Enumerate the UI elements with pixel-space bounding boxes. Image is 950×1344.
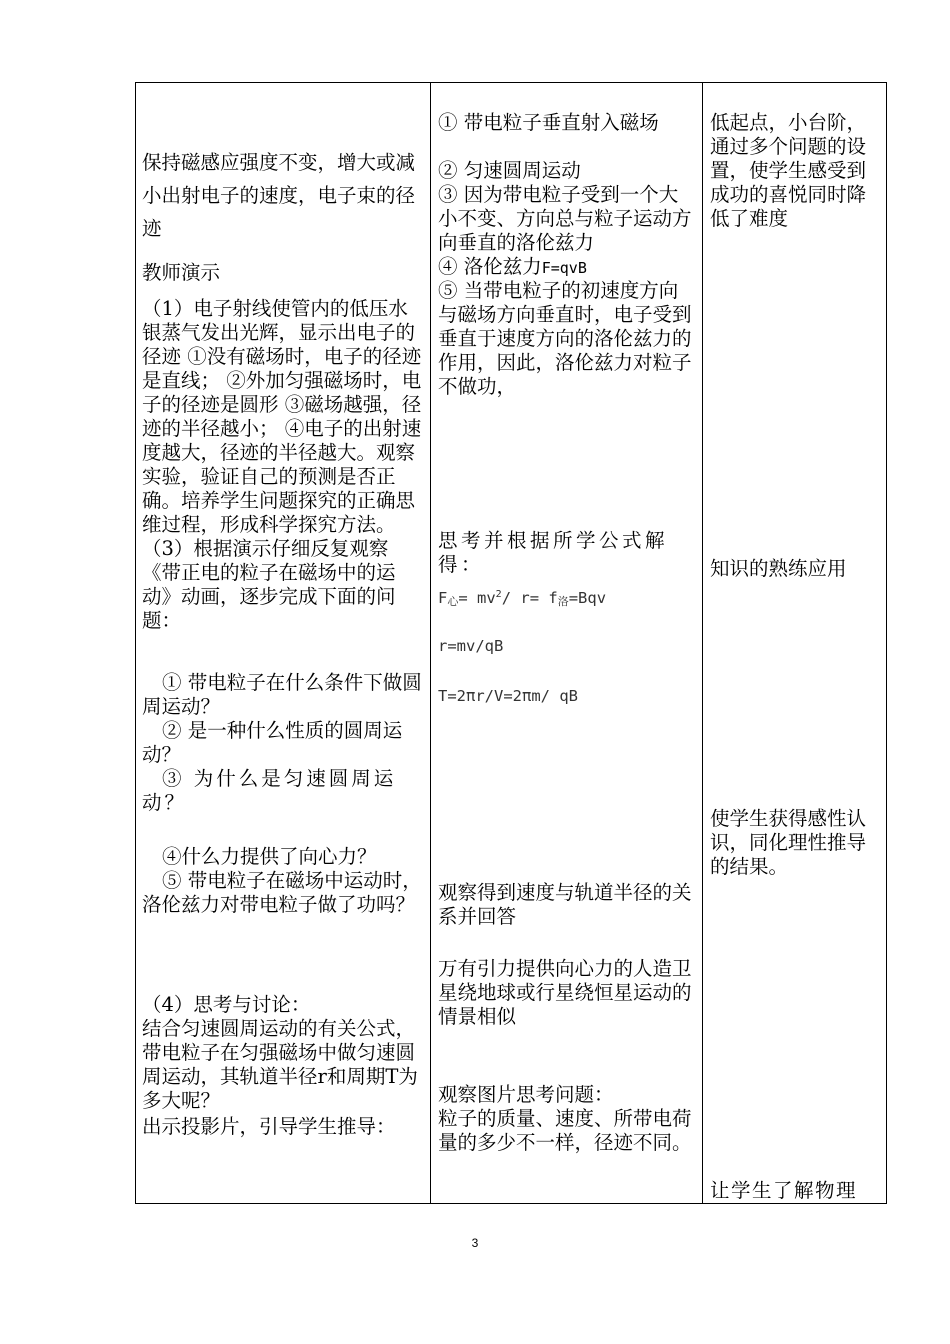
question-1: ① 带电粒子在什么条件下做圆周运动？	[142, 671, 422, 718]
answer-2: ② 匀速圆周运动	[438, 159, 581, 182]
answer-4	[438, 255, 696, 280]
discussion-body: 结合匀速圆周运动的有关公式，带电粒子在匀强磁场中做匀速圆周运动，其轨道半径r和周期T为多大呢？	[142, 1017, 418, 1112]
remark-4: 让学生了解物理	[710, 1179, 858, 1202]
formula-sup: 2	[495, 589, 502, 600]
remark-2: 知识的熟练应用	[710, 557, 847, 580]
teacher-activity-cell	[142, 83, 424, 1203]
column-divider	[702, 83, 703, 1203]
answer-4-formula: F=qvB	[541, 259, 587, 277]
intro-text: 保持磁感应强度不变，增大或减小出射电子的速度，电子束的径迹	[142, 151, 416, 240]
formula-force-balance	[438, 585, 696, 612]
discussion-title: （4）思考与讨论：	[142, 993, 311, 1016]
answer-3: ③ 因为带电粒子受到一个大小不变、方向总与粒子运动方向垂直的洛伦兹力	[438, 183, 692, 254]
question-2: ② 是一种什么性质的圆周运动？	[142, 719, 403, 766]
formula-end: =Bqv	[568, 589, 607, 608]
question-5: ⑤ 带电粒子在磁场中运动时，洛伦兹力对带电粒子做了功吗？	[142, 869, 422, 916]
demo-title: 教师演示	[142, 261, 221, 284]
formula-rest: / r= f	[501, 589, 558, 608]
formula-sub-centripetal: 心	[447, 595, 459, 609]
design-intent-cell	[710, 83, 882, 1203]
question-3: ③ 为什么是匀速圆周运动？	[142, 767, 397, 814]
answer-1: ① 带电粒子垂直射入磁场	[438, 111, 659, 134]
page-number: 3	[471, 1236, 479, 1250]
answer-4-text: ④ 洛伦兹力	[438, 255, 542, 278]
lesson-plan-table	[135, 82, 887, 1204]
formula-sub-lorentz: 洛	[557, 595, 569, 609]
formula-mid: = mv	[458, 589, 496, 608]
formula-period: T=2πr/V=2πm/ qB	[438, 687, 578, 705]
show-slide-text: 出示投影片，引导学生推导：	[142, 1115, 396, 1138]
picture-title: 观察图片思考问题：	[438, 1083, 614, 1106]
derive-intro: 思考并根据所学公式解得：	[438, 529, 669, 576]
analogy-text: 万有引力提供向心力的人造卫星绕地球或行星绕恒星运动的情景相似	[438, 957, 692, 1028]
remark-3: 使学生获得感性认识，同化理性推导的结果。	[710, 807, 867, 878]
demo-body: （1）电子射线使管内的低压水银蒸气发出光辉，显示出电子的径迹 ①没有磁场时，电子的径迹是直线； ②外加匀强磁场时，电子的径迹是圆形 ③磁场越强，径迹的半径越小； ④电子的出射速度越大，径迹的半径越大。观察实验，验证自己的预测是否正确。培养学生问题探究的正确思维过程，形成科学探究方法。（3）根据演示仔细反复观察《带正电的粒子在磁场中的运动》动画，逐步完成下面的问题：	[142, 297, 422, 632]
observe-text: 观察得到速度与轨道半径的关系并回答	[438, 881, 692, 928]
column-divider	[430, 83, 431, 1203]
remark-1: 低起点，小台阶，通过多个问题的设置，使学生感受到成功的喜悦同时降低了难度	[710, 111, 867, 230]
formula-radius: r=mv/qB	[438, 637, 504, 655]
answer-5: ⑤ 当带电粒子的初速度方向与磁场方向垂直时，电子受到垂直于速度方向的洛伦兹力的作用，因此，洛伦兹力对粒子不做功，	[438, 279, 692, 398]
picture-body: 粒子的质量、速度、所带电荷量的多少不一样，径迹不同。	[438, 1107, 692, 1154]
student-activity-cell	[438, 83, 696, 1203]
formula-f: F	[438, 589, 448, 608]
question-4: ④什么力提供了向心力？	[162, 845, 377, 868]
